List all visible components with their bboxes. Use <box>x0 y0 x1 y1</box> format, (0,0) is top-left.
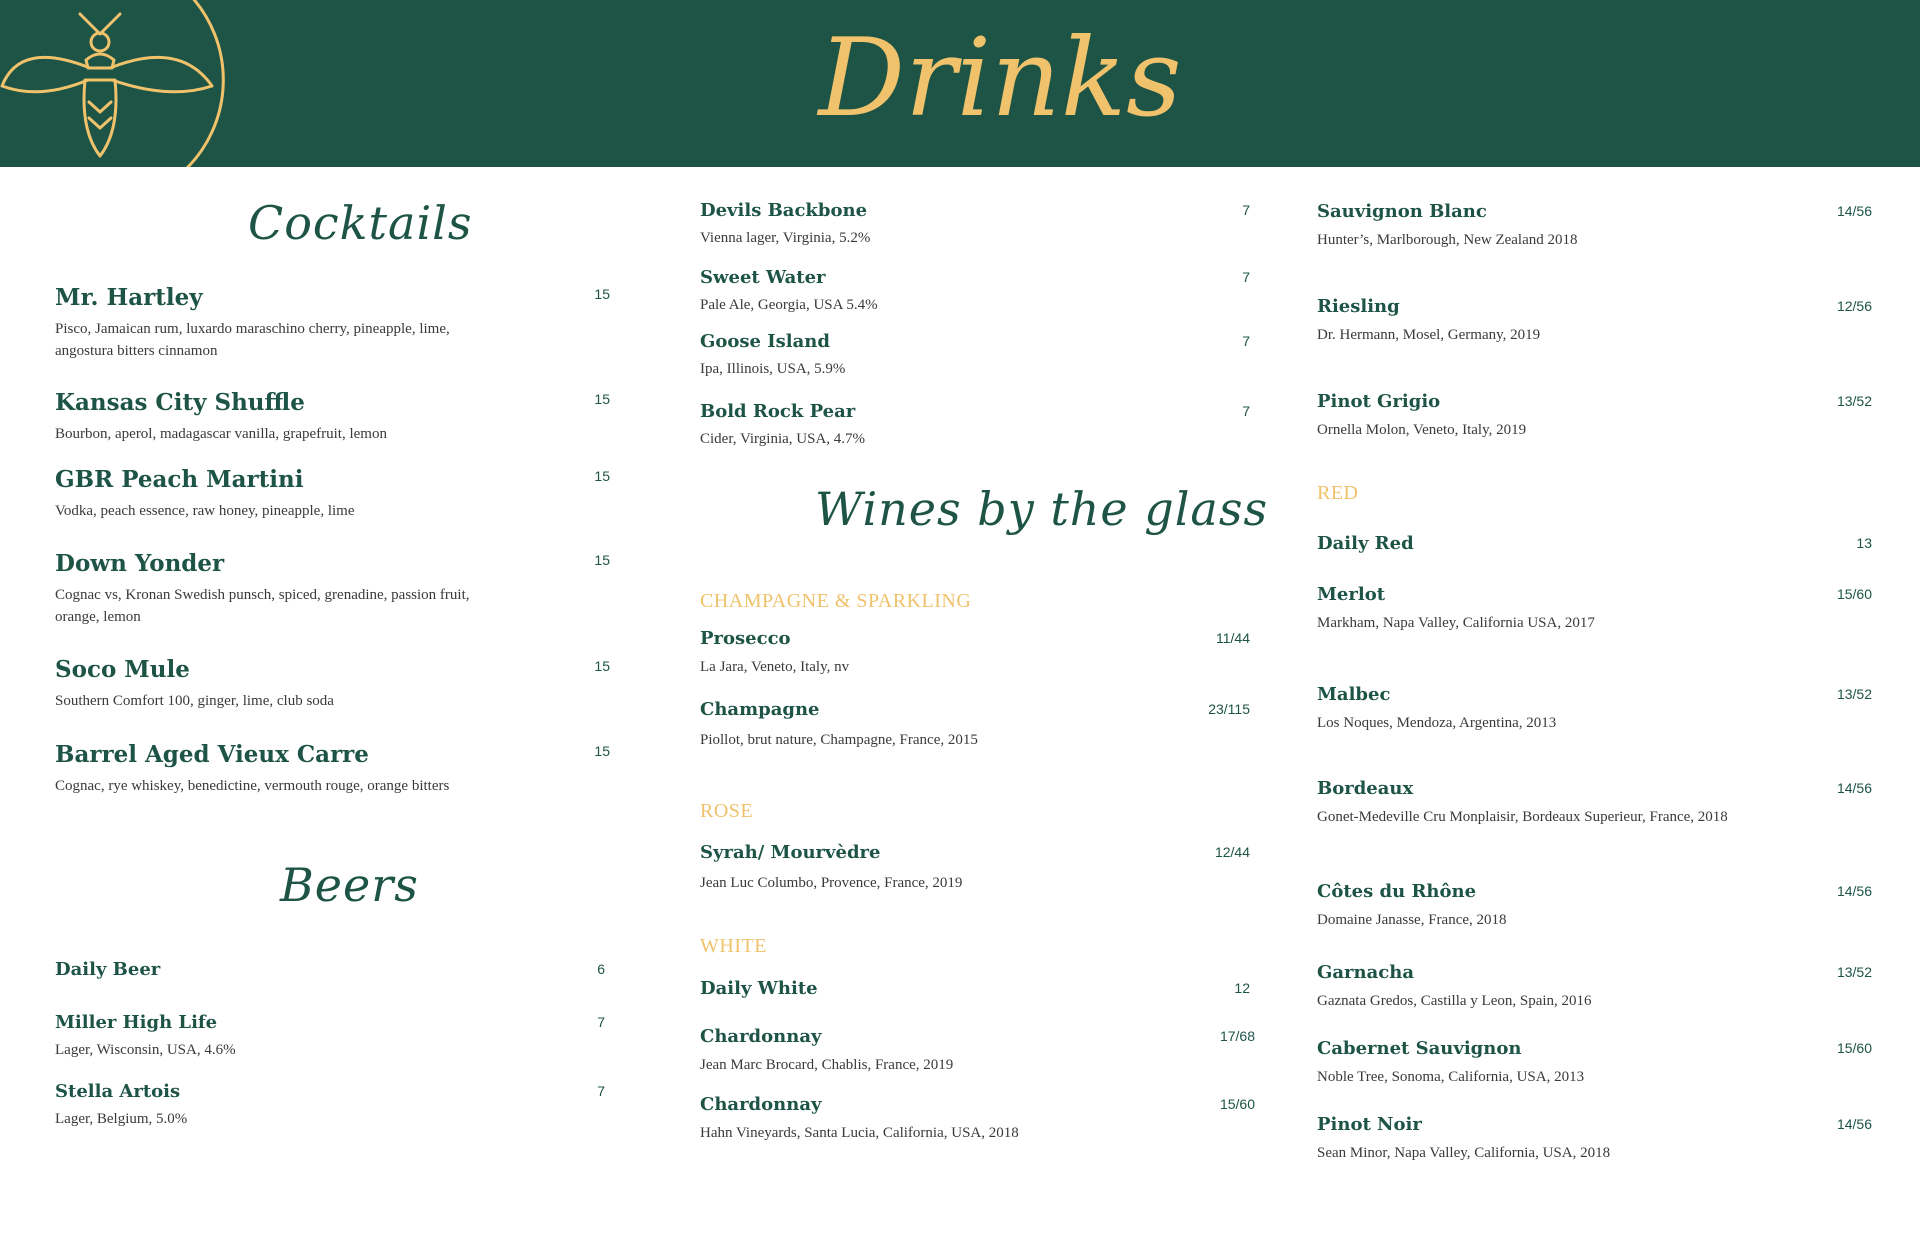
item-desc: Noble Tree, Sonoma, California, USA, 2013 <box>1317 1069 1585 1085</box>
category-champagne-sparkling: CHAMPAGNE & SPARKLING <box>700 590 972 612</box>
item-price: 7 <box>597 1014 605 1030</box>
item-desc: Cognac vs, Kronan Swedish punsch, spiced, grenadine, passion fruit, orange, lemon <box>55 587 470 625</box>
item-desc: Dr. Hermann, Mosel, Germany, 2019 <box>1317 327 1541 343</box>
item-desc: Lager, Wisconsin, USA, 4.6% <box>55 1042 236 1058</box>
svg-text:Drinks: Drinks <box>818 16 1182 141</box>
item-name: Chardonnay <box>700 1026 822 1047</box>
item-name: Garnacha <box>1317 962 1414 983</box>
item-desc: Cognac, rye whiskey, benedictine, vermouth rouge, orange bitters <box>55 778 450 794</box>
item-name: Merlot <box>1317 584 1386 605</box>
item-name: Daily Beer <box>55 959 161 980</box>
item-desc: Vodka, peach essence, raw honey, pineapple, lime <box>55 503 355 519</box>
item-price: 15 <box>594 286 610 302</box>
category-rose: ROSE <box>700 800 754 822</box>
category-red: RED <box>1317 482 1359 504</box>
item-name: Stella Artois <box>55 1081 181 1102</box>
item-name: Sauvignon Blanc <box>1317 201 1487 222</box>
item-price: 15 <box>594 658 610 674</box>
item-price: 7 <box>1242 333 1250 349</box>
item-price: 15 <box>594 552 610 568</box>
item-price: 7 <box>1242 403 1250 419</box>
item-name: Malbec <box>1317 684 1391 705</box>
item-name: Prosecco <box>700 628 791 649</box>
cocktails-heading: Cocktails <box>248 196 473 250</box>
item-desc: Vienna lager, Virginia, 5.2% <box>700 230 871 246</box>
item-desc: Hunter’s, Marlborough, New Zealand 2018 <box>1317 232 1578 248</box>
item-price: 15/60 <box>1836 1040 1872 1056</box>
item-name: Daily White <box>700 978 818 999</box>
item-desc: Los Noques, Mendoza, Argentina, 2013 <box>1317 715 1557 731</box>
item-desc: Lager, Belgium, 5.0% <box>55 1111 188 1127</box>
item-price: 14/56 <box>1836 780 1872 796</box>
item-name: Kansas City Shuffle <box>55 389 305 416</box>
item-name: Bold Rock Pear <box>700 401 856 422</box>
item-price: 11/44 <box>1216 630 1250 646</box>
item-name: Syrah/ Mourvèdre <box>700 842 881 863</box>
item-name: GBR Peach Martini <box>55 466 304 493</box>
drinks-title <box>0 0 1920 167</box>
item-price: 14/56 <box>1836 1116 1872 1132</box>
item-name: Goose Island <box>700 331 830 352</box>
item-name: Riesling <box>1317 296 1400 317</box>
item-name: Daily Red <box>1317 533 1414 554</box>
item-desc: Markham, Napa Valley, California USA, 2017 <box>1317 615 1595 631</box>
item-desc: Gonet-Medeville Cru Monplaisir, Bordeaux Superieur, France, 2018 <box>1317 809 1728 825</box>
item-price: 13/52 <box>1836 393 1872 409</box>
item-price: 17/68 <box>1219 1028 1255 1044</box>
item-desc: Cider, Virginia, USA, 4.7% <box>700 431 866 447</box>
item-desc: Pisco, Jamaican rum, luxardo maraschino cherry, pineapple, lime, angostura bitters cinnamon <box>55 321 450 359</box>
item-name: Cabernet Sauvignon <box>1317 1038 1522 1059</box>
item-desc: Domaine Janasse, France, 2018 <box>1317 912 1507 928</box>
item-name: Côtes du Rhône <box>1317 881 1477 902</box>
item-name: Miller High Life <box>55 1012 218 1033</box>
item-desc: Gaznata Gredos, Castilla y Leon, Spain, 2016 <box>1317 993 1592 1009</box>
item-desc: Sean Minor, Napa Valley, California, USA, 2018 <box>1317 1145 1611 1161</box>
item-price: 23/115 <box>1208 701 1250 717</box>
item-name: Down Yonder <box>55 550 225 577</box>
item-name: Pinot Grigio <box>1317 391 1441 412</box>
item-desc: Hahn Vineyards, Santa Lucia, California, USA, 2018 <box>700 1125 1019 1141</box>
item-price: 13 <box>1856 535 1872 551</box>
item-name: Pinot Noir <box>1317 1114 1422 1135</box>
category-white: WHITE <box>700 935 767 957</box>
item-price: 14/56 <box>1836 203 1872 219</box>
item-desc: Southern Comfort 100, ginger, lime, club soda <box>55 693 334 709</box>
item-name: Barrel Aged Vieux Carre <box>55 741 369 768</box>
item-name: Sweet Water <box>700 267 826 288</box>
item-name: Champagne <box>700 699 820 720</box>
item-price: 7 <box>1242 202 1250 218</box>
item-price: 12/44 <box>1214 844 1250 860</box>
item-name: Chardonnay <box>700 1094 822 1115</box>
item-desc: Bourbon, aperol, madagascar vanilla, grapefruit, lemon <box>55 426 387 442</box>
item-price: 15 <box>594 391 610 407</box>
item-price: 7 <box>1242 269 1250 285</box>
item-desc: Pale Ale, Georgia, USA 5.4% <box>700 297 878 313</box>
item-desc: Jean Luc Columbo, Provence, France, 2019 <box>700 875 963 891</box>
item-price: 12/56 <box>1836 298 1872 314</box>
item-price: 14/56 <box>1836 883 1872 899</box>
item-price: 15 <box>594 468 610 484</box>
item-desc: La Jara, Veneto, Italy, nv <box>700 659 850 675</box>
item-price: 6 <box>597 961 605 977</box>
wines-heading: Wines by the glass <box>815 482 1269 536</box>
item-name: Mr. Hartley <box>55 284 203 311</box>
item-name: Devils Backbone <box>700 200 868 221</box>
item-desc: Jean Marc Brocard, Chablis, France, 2019 <box>700 1057 954 1073</box>
item-price: 15/60 <box>1219 1096 1255 1112</box>
item-price: 12 <box>1234 980 1250 996</box>
item-name: Soco Mule <box>55 656 190 683</box>
item-price: 13/52 <box>1836 964 1872 980</box>
item-price: 7 <box>597 1083 605 1099</box>
item-name: Bordeaux <box>1317 778 1414 799</box>
item-price: 15/60 <box>1836 586 1872 602</box>
item-desc: Ipa, Illinois, USA, 5.9% <box>700 361 846 377</box>
item-desc: Ornella Molon, Veneto, Italy, 2019 <box>1317 422 1527 438</box>
beers-heading: Beers <box>280 858 419 912</box>
header-banner <box>0 0 1920 167</box>
item-desc: Piollot, brut nature, Champagne, France, 2015 <box>700 732 978 748</box>
item-price: 13/52 <box>1836 686 1872 702</box>
item-price: 15 <box>594 743 610 759</box>
